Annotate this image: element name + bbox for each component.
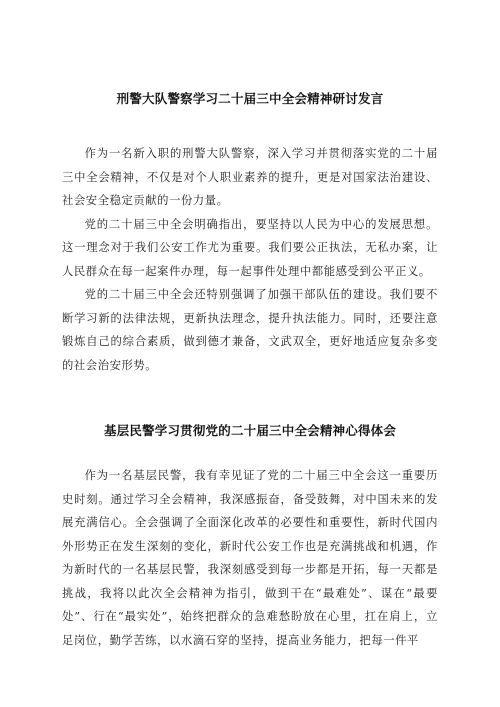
speech-section-1 xyxy=(62,90,438,377)
section-body xyxy=(62,464,438,652)
paragraph: 党的二十届三中全会明确指出，要坚持以人民为中心的发展思想。这一理念对于我们公安工作尤为重要。我们要公正执法，无私办案，让人民群众在每一起案件办理，每一起事件处理中都能感受到公平正义。 xyxy=(62,217,438,278)
section-body xyxy=(62,142,438,377)
experience-section-2 xyxy=(62,422,438,652)
section-title: 基层民警学习贯彻党的二十届三中全会精神心得体会 xyxy=(103,423,397,438)
paragraph: 作为一名基层民警，我有幸见证了党的二十届三中全会这一重要历史时刻。通过学习全会精神，我深感振奋，备受鼓舞，对中国未来的发展充满信心。全会强调了全面深化改革的必要性和重要性，新时代国内外形势正在发生深刻的变化，新时代公安工作也是充满挑战和机遇，作为新时代的一名基层民警，我深刻感受到每一步都是开拓，每一天都是挑战，我将以此次全会精神为指引，做到干在“最难处”、谋在“最要处”、行在“最实处”，始终把群众的急难愁盼放在心里，扛在肩上，立足岗位，勤学苦练，以水滴石穿的坚持，提高业务能力，把每一件平 xyxy=(62,469,438,647)
paragraph: 党的二十届三中全会还特别强调了加强干部队伍的建设。我们要不断学习新的法律法规，更新执法理念，提升执法能力。同时，还要注意锻炼自己的综合素质，做到德才兼备，文武双全，更好地适应复杂多变的社会治安形势。 xyxy=(62,288,438,372)
paragraph: 作为一名新入职的刑警大队警察，深入学习并贯彻落实党的二十届三中全会精神，不仅是对个人职业素养的提升，更是对国家法治建设、社会安全稳定贡献的一份力量。 xyxy=(62,147,438,207)
section-title: 刑警大队警察学习二十届三中全会精神研讨发言 xyxy=(116,91,384,106)
